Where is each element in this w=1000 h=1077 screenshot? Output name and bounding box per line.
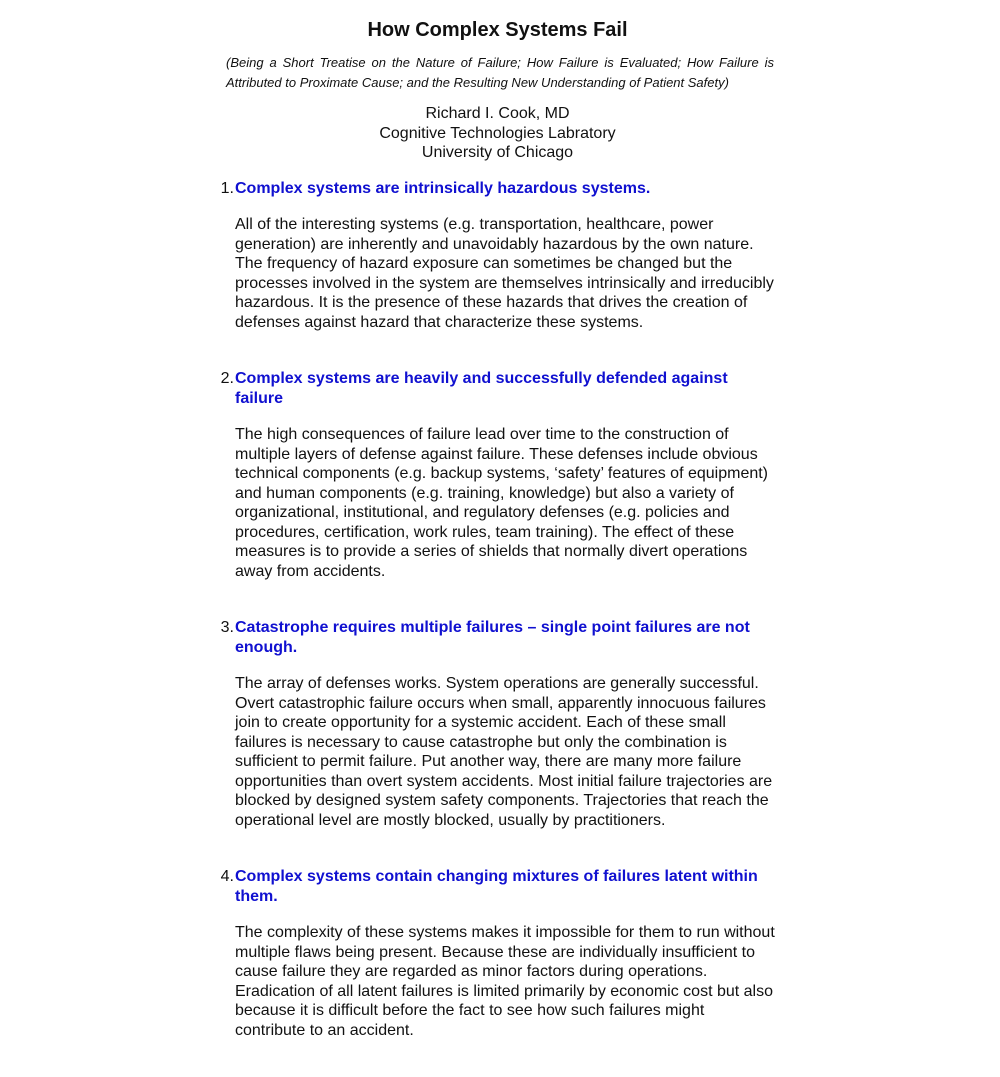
list-item-heading: Catastrophe requires multiple failures – single point failures are not enough. <box>235 619 750 656</box>
document-subtitle: (Being a Short Treatise on the Nature of Failure; How Failure is Evaluated; How Failure is Attributed to Proximate Cause; and the Resulting New Understanding of Patient Safety) <box>226 55 774 90</box>
list-item <box>215 867 780 1040</box>
document-column <box>215 0 780 1077</box>
list-item-body: The high consequences of failure lead over time to the construction of multiple layers of defense against failure. These defenses include obvious technical components (e.g. backup systems, ‘safety’ features of equipment) and human components (e.g. training, knowledge) but also a variety of organizational, institutional, and regulatory defenses (e.g. policies and procedures, certification, work rules, team training). The effect of these measures is to provide a series of shields that normally divert operations away from accidents. <box>235 426 769 580</box>
list-item-number: 1. <box>220 179 234 197</box>
list-item <box>215 369 780 581</box>
numbered-list <box>215 179 780 1041</box>
list-item-heading: Complex systems are intrinsically hazardous systems. <box>235 179 651 197</box>
list-item-heading: Complex systems are heavily and successfully defended against failure <box>235 370 728 407</box>
list-item-header <box>215 618 780 657</box>
list-item-header <box>215 867 780 906</box>
author-institution: University of Chicago <box>421 144 574 161</box>
list-item-number: 2. <box>220 370 234 387</box>
list-item-number: 4. <box>220 868 234 885</box>
list-item-body: The complexity of these systems makes it impossible for them to run without multiple flaws being present. Because these are individually insufficient to cause failure they are regarded as minor factors during operations. Eradication of all latent failures is limited primarily by economic cost but also because it is difficult before the fact to see how such failures might contribute to an accident. <box>235 924 775 1039</box>
author-lab: Cognitive Technologies Labratory <box>379 124 616 142</box>
list-item-heading: Complex systems contain changing mixtures of failures latent within them. <box>235 868 758 905</box>
document-title: How Complex Systems Fail <box>367 19 628 41</box>
list-item <box>215 618 780 830</box>
list-item-number: 3. <box>220 619 234 636</box>
list-item-header <box>215 179 780 199</box>
author-name: Richard I. Cook, MD <box>425 105 570 122</box>
list-item-body: All of the interesting systems (e.g. transportation, healthcare, power generation) are inherently and unavoidably hazardous by the own nature. The frequency of hazard exposure can sometimes be changed but the processes involved in the system are themselves intrinsically and irreducibly hazardous. It is the presence of these hazards that drives the creation of defenses against hazard that characterize these systems. <box>235 216 774 331</box>
author-block <box>215 104 780 163</box>
list-item-body: The array of defenses works. System operations are generally successful. Overt catastrophic failure occurs when small, apparently innocuous failures join to create opportunity for a systemic accident. Each of these small failures is necessary to cause catastrophe but only the combination is sufficient to permit failure. Put another way, there are many more failure opportunities than overt system accidents. Most initial failure trajectories are blocked by designed system safety components. Trajectories that reach the operational level are mostly blocked, usually by practitioners. <box>235 675 773 829</box>
list-item-header <box>215 369 780 408</box>
list-item <box>215 179 780 333</box>
